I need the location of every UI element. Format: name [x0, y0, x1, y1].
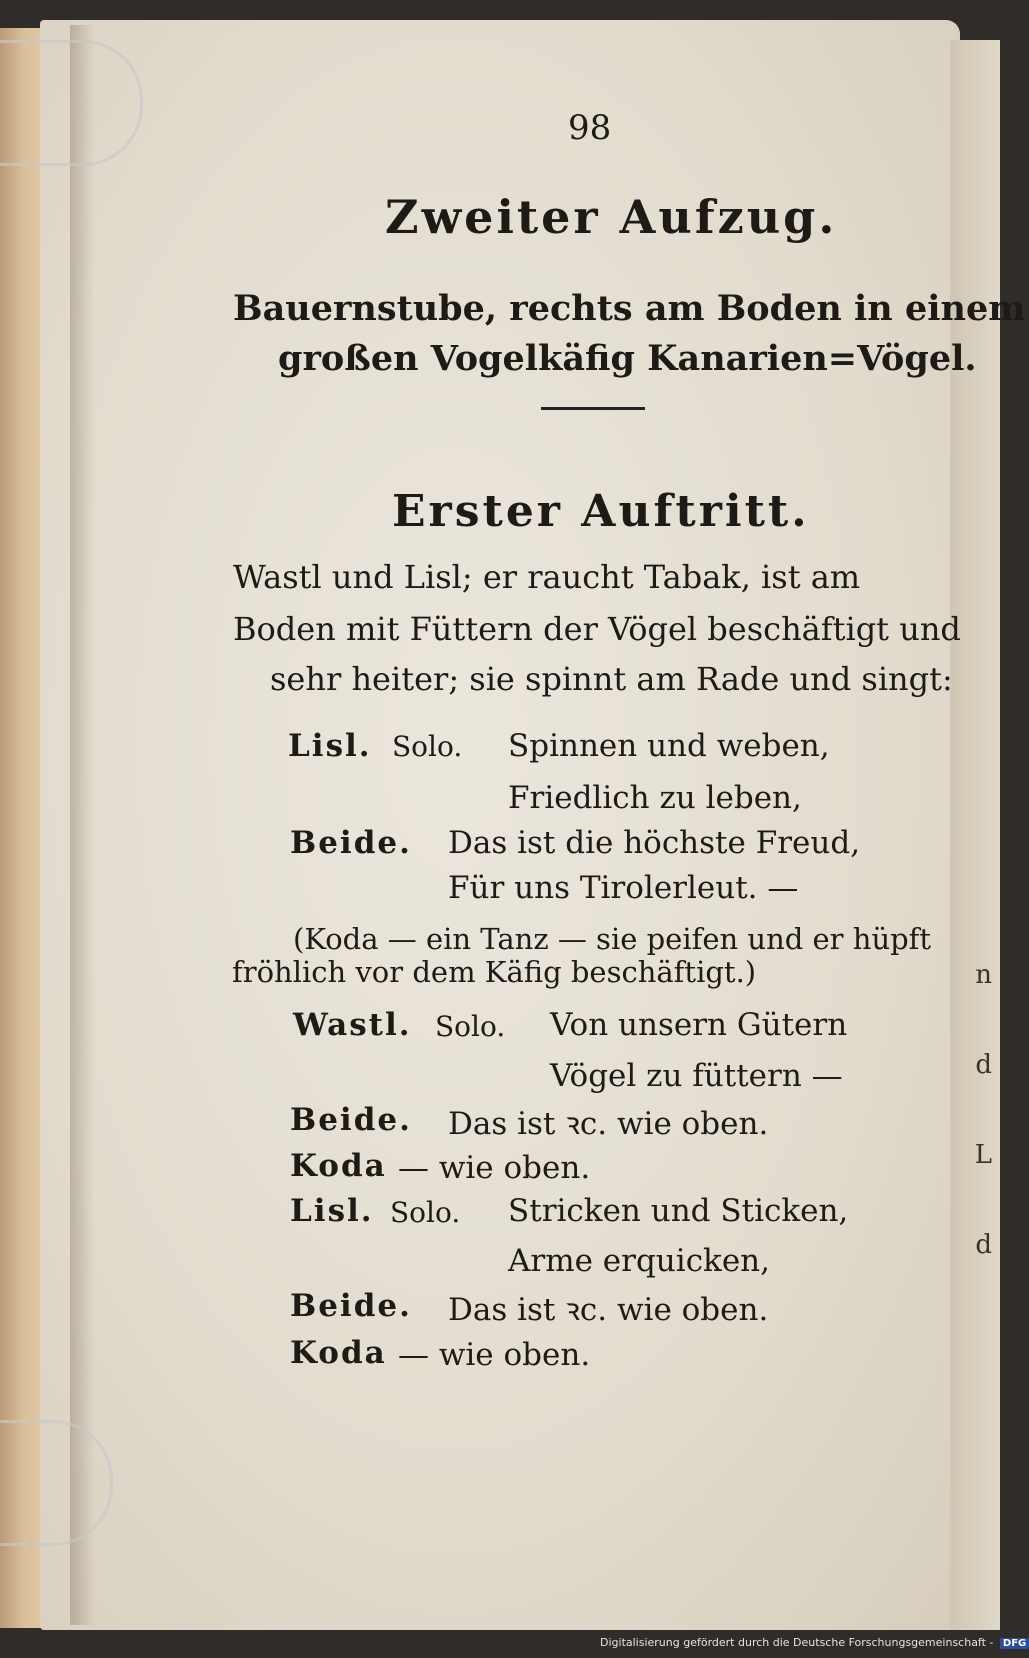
scene-title: Erster Auftritt.	[392, 486, 810, 537]
speaker-name: Lisl.	[290, 1193, 374, 1229]
solo-marker: Solo.	[390, 1196, 461, 1229]
speaker-name: Koda	[290, 1335, 387, 1371]
stage-note-line: (Koda — ein Tanz — sie peifen und er hüpft	[293, 922, 932, 956]
page-gutter-shadow	[70, 25, 95, 1625]
speaker-name: Beide.	[290, 825, 412, 861]
divider-rule	[541, 407, 645, 410]
speaker-name: Koda	[290, 1148, 387, 1184]
verse-line: Das ist die höchste Freud,	[448, 825, 861, 861]
verse-line: — wie oben.	[398, 1337, 591, 1373]
verse-line: Arme erquicken,	[508, 1243, 771, 1279]
leaf-letter: n	[975, 960, 992, 990]
next-page-edge	[950, 40, 1000, 1630]
verse-line: Von unsern Gütern	[550, 1007, 848, 1043]
verse-line: Vögel zu füttern —	[550, 1058, 843, 1094]
dfg-logo: DFG	[1000, 1638, 1029, 1649]
leaf-letter: d	[975, 1050, 992, 1080]
solo-marker: Solo.	[392, 730, 463, 763]
speaker-name: Wastl.	[293, 1007, 412, 1043]
cast-note-line: Boden mit Füttern der Vögel beschäftigt und	[233, 610, 961, 648]
solo-marker: Solo.	[435, 1010, 506, 1043]
verse-line: Stricken und Sticken,	[508, 1193, 849, 1229]
verse-line: Für uns Tirolerleut. —	[448, 870, 799, 906]
page-clip-top	[0, 40, 143, 166]
page-number: 98	[568, 108, 612, 148]
stage-note-line: fröhlich vor dem Käfig beschäftigt.)	[232, 955, 757, 989]
cast-note-line: sehr heiter; sie spinnt am Rade und singt:	[270, 660, 953, 698]
verse-line: Spinnen und weben,	[508, 728, 830, 764]
leaf-letter: d	[975, 1230, 992, 1260]
speaker-name: Lisl.	[288, 728, 372, 764]
leaf-letter: L	[974, 1140, 992, 1170]
verse-line: Das ist ꝛc. wie oben.	[448, 1106, 769, 1142]
digitization-credit	[600, 1636, 1029, 1649]
stage-direction-line: Bauernstube, rechts am Boden in einem	[233, 288, 1026, 329]
verse-line: Das ist ꝛc. wie oben.	[448, 1292, 769, 1328]
verse-line: — wie oben.	[398, 1150, 591, 1186]
page-clip-bottom	[0, 1420, 113, 1546]
speaker-name: Beide.	[290, 1288, 412, 1324]
speaker-name: Beide.	[290, 1102, 412, 1138]
verse-line: Friedlich zu leben,	[508, 780, 802, 816]
act-title: Zweiter Aufzug.	[385, 190, 838, 244]
cast-note-line: Wastl und Lisl; er raucht Tabak, ist am	[233, 558, 861, 596]
credit-text: Digitalisierung gefördert durch die Deutsche Forschungsgemeinschaft -	[600, 1636, 994, 1649]
stage-direction-line: großen Vogelkäfig Kanarien=Vögel.	[278, 338, 977, 379]
